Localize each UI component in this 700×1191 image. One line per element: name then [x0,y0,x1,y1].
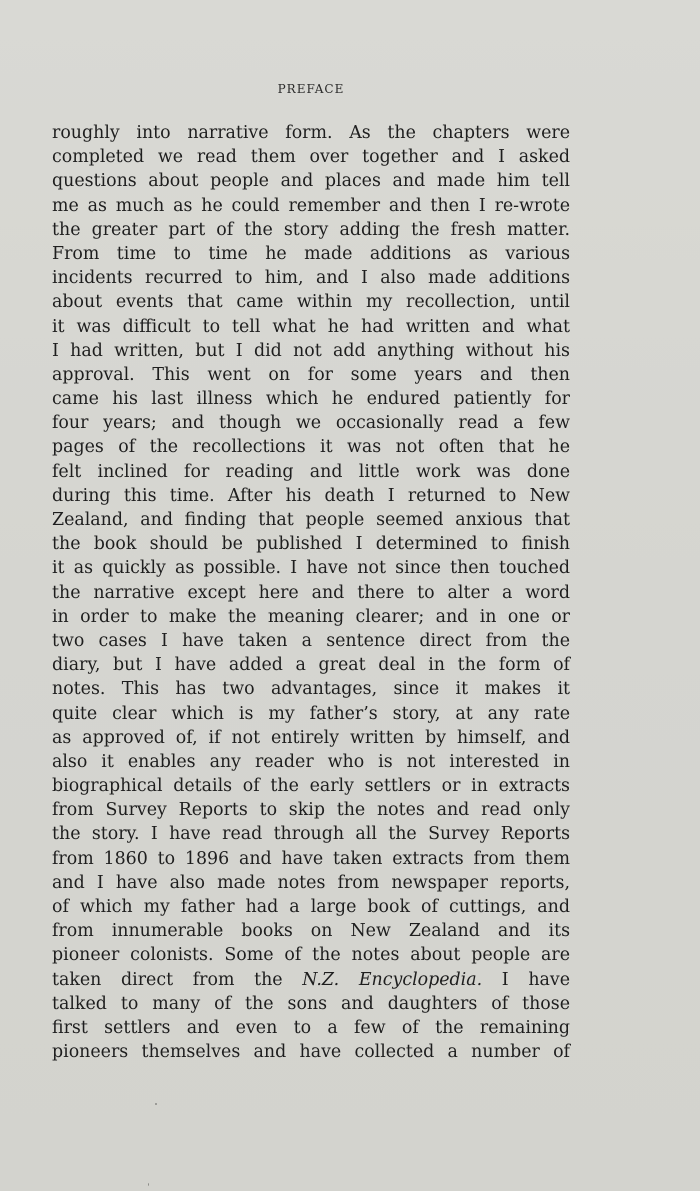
text-line: I had written, but I did not add anything without his [52,340,570,361]
text-line: notes. This has two advantages, since it makes it [52,679,570,700]
text-line: roughly into narrative form. As the chapters were [52,123,570,143]
text-line: me as much as he could remember and then I re-wrote [52,195,570,216]
text-line: Zealand, and finding that people seemed anxious that [52,510,570,530]
running-head: PREFACE [277,82,345,96]
text-line-with-italic [52,968,570,992]
text-line: from Survey Reports to skip the notes and read only [52,800,570,821]
text-line: during this time. After his death I returned to New [52,485,570,506]
text-line: the story. I have read through all the Survey Reports [52,824,570,845]
text-line: as approved of, if not entirely written by himself, and [52,727,570,748]
text-line: four years; and though we occasionally read a few [52,413,570,434]
text-line: approval. This went on for some years and then [52,364,570,385]
text-line: questions about people and places and made him tell [52,171,570,192]
text-line: the greater part of the story adding the fresh matter. [52,219,570,240]
text-line: pioneers themselves and have collected a number of [52,1042,570,1063]
text-line: also it enables any reader who is not interested in [52,751,570,772]
text-line: From time to time he made additions as various [52,243,570,264]
text-line: and I have also made notes from newspaper reports, [52,872,570,893]
text-line: of which my father had a large book of cuttings, and [52,897,570,917]
line-part: taken direct from the [52,969,303,990]
text-line: the narrative except here and there to alter a word [52,582,570,603]
text-line: biographical details of the early settlers or in extracts [52,776,570,797]
text-line: it as quickly as possible. I have not since then touched [52,558,570,579]
paper-speck [155,1103,157,1105]
text-line: came his last illness which he endured patiently for [52,389,570,410]
text-line: completed we read them over together and I asked [52,147,570,168]
body-text [52,121,570,1064]
paper-speck [148,1183,149,1186]
text-line: about events that came within my recollection, until [52,292,570,313]
text-line: quite clear which is my father’s story, at any rate [52,703,570,724]
text-line: first settlers and even to a few of the remaining [52,1017,570,1038]
text-line: incidents recurred to him, and I also made additions [52,268,570,289]
text-line: from 1860 to 1896 and have taken extracts from them [52,848,570,869]
text-line: pioneer colonists. Some of the notes about people are [52,945,570,966]
text-line: two cases I have taken a sentence direct from the [52,630,570,651]
line-part: I have [482,969,571,990]
text-line: talked to many of the sons and daughters of those [52,993,570,1014]
text-line: the book should be published I determined to finish [52,534,570,555]
text-line: from innumerable books on New Zealand and its [52,921,570,942]
text-line: it was difficult to tell what he had written and what [52,316,570,337]
italic-title: N.Z. Encyclopedia. [302,969,483,990]
text-line: diary, but I have added a great deal in the form of [52,655,570,676]
text-line: felt inclined for reading and little work was done [52,461,570,482]
text-line: pages of the recollections it was not often that he [52,437,570,458]
text-line: in order to make the meaning clearer; and in one or [52,606,570,627]
